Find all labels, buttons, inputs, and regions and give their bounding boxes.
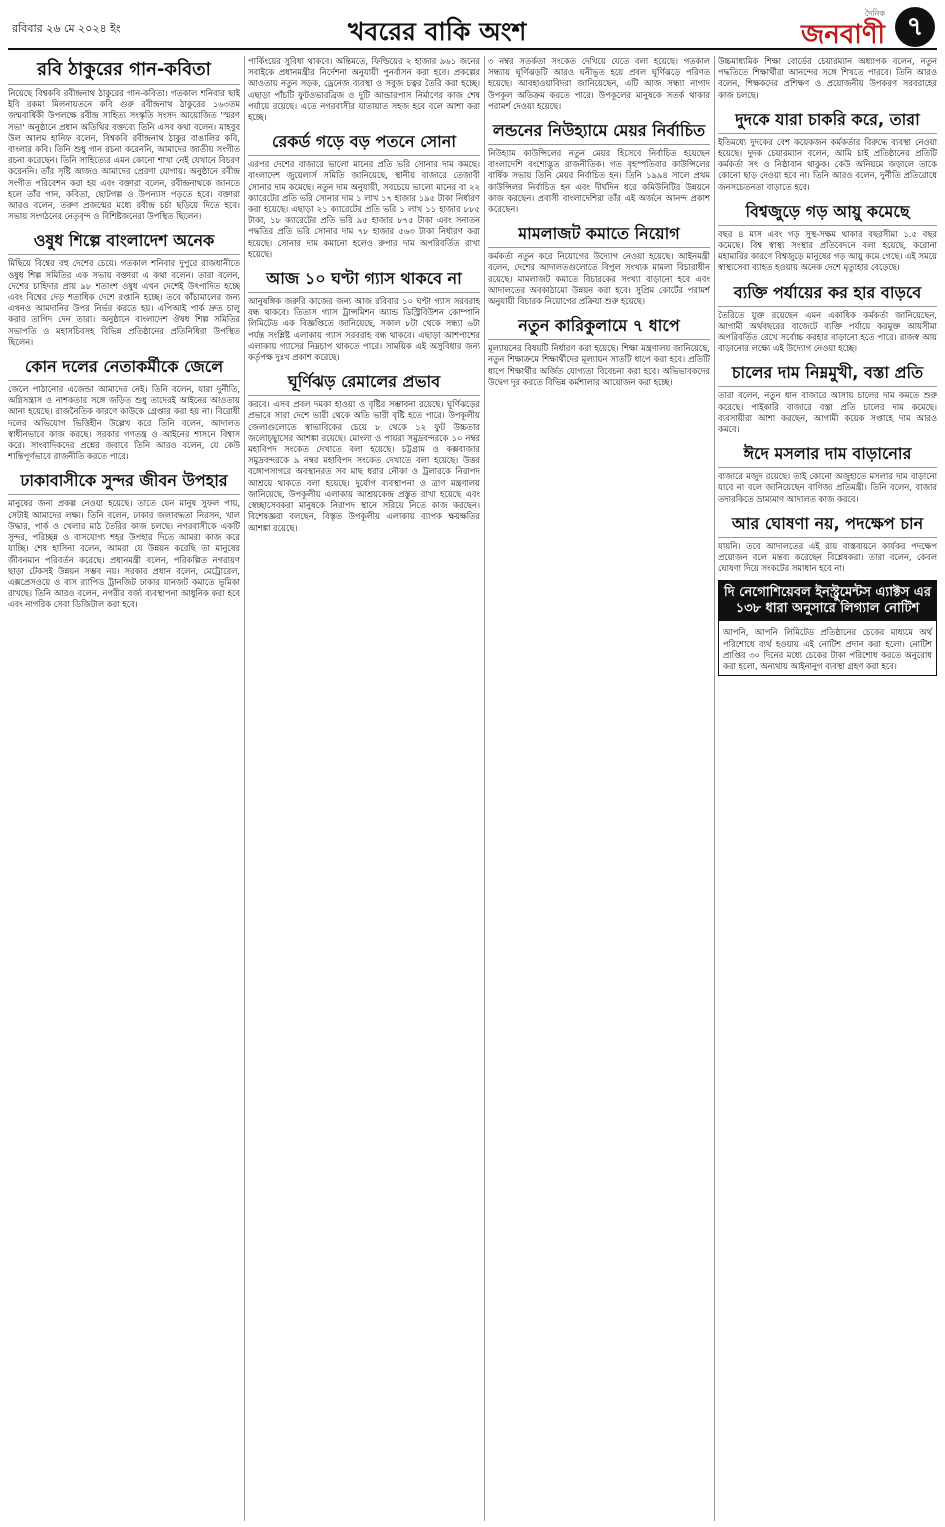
article-body: পার্কিংয়ের সুবিধা থাকবে। অন্তিমতে, ফিল্ডিয়ের ২ হাজার ৯৬১ জনের সবাইকে প্রধানমন্ত্রীর নির্দেশনা অনুযায়ী পুনর্বাসন করা হবে। প্রকল্পের আওতায় নতুন সড়ক, ড্রেনেজ ব্যবস্থা ও সবুজ চত্বর তৈরি করা হচ্ছে। এছাড়া পাঁচটি ফুটওভারব্রিজ ও দুটি আন্ডারপাস নির্মাণের কাজ শেষ পর্যায়ে রয়েছে। এতে নগরবাসীর যাতায়াত সহজ হবে বলে আশা করা হচ্ছে। bbox=[248, 56, 480, 123]
article-body: মিছিয়ে বিশ্বের বহু দেশের চেয়ে। গতকাল শনিবার দুপুরে রাজধানীতে ওষুধ শিল্প সমিতির এক সভায় বক্তারা এ কথা বলেন। তারা বলেন, দেশের চাহিদার প্রায় ৯৮ শতাংশ ওষুধ এখন দেশেই উৎপাদিত হচ্ছে এবং বিশ্বের দেড় শতাধিক দেশে রপ্তানি হচ্ছে। তবে কাঁচামালের জন্য এখনও আমদানির উপর নির্ভর করতে হয়। এপিআই পার্ক দ্রুত চালু করার তাগিদ দেন তারা। অনুষ্ঠানে বাংলাদেশ ঔষধ শিল্প সমিতির সভাপতি ও মহাসচিবসহ বিভিন্ন প্রতিষ্ঠানের প্রতিনিধিরা উপস্থিত ছিলেন। bbox=[8, 258, 240, 347]
article-headline: ঈদে মসলার দাম বাড়ানোর bbox=[718, 441, 937, 468]
article-headline: মামলাজট কমাতে নিয়োগ bbox=[488, 221, 710, 248]
brand-small-text: দৈনিক bbox=[864, 9, 885, 18]
article-body: তারা বলেন, নতুন ধান বাজারে আসায় চালের দাম কমতে শুরু করেছে। পাইকারি বাজারে বস্তা প্রতি চালের দাম কমেছে। ব্যবসায়ীরা আশা করছেন, আগামী কয়েক সপ্তাহে দাম আরও কমবে। bbox=[718, 390, 937, 435]
article-body: বাজারে মজুদ রয়েছে। তাই কোনো অজুহাতে মসলার দাম বাড়ানো যাবে না বলে জানিয়েছেন বাণিজ্য প্রতিমন্ত্রী। তিনি বলেন, বাজার তদারকিতে ভ্রাম্যমাণ আদালত কাজ করবে। bbox=[718, 471, 937, 504]
article-body: নিউহ্যাম কাউন্সিলের নতুন মেয়র হিসেবে নির্বাচিত হয়েছেন বাংলাদেশি বংশোদ্ভূত রাজনীতিক। গত বৃহস্পতিবার কাউন্সিলের বার্ষিক সভায় তিনি মেয়র নির্বাচিত হন। তিনি ১৯৯৪ সালে প্রথম কাউন্সিলর নির্বাচিত হন এবং দীর্ঘদিন ধরে কমিউনিটির উন্নয়নে কাজ করছেন। প্রবাসী বাংলাদেশিরা তাঁর এই অর্জনে আনন্দ প্রকাশ করেছেন। bbox=[488, 148, 710, 215]
news-article bbox=[718, 360, 937, 435]
news-article bbox=[488, 118, 710, 215]
article-headline: রেকর্ড গড়ে বড় পতনে সোনা bbox=[248, 129, 480, 156]
news-article bbox=[248, 369, 480, 533]
article-headline: বিশ্বজুড়ে গড় আয়ু কমেছে bbox=[718, 199, 937, 226]
article-headline: চালের দাম নিম্নমুখী, বস্তা প্রতি bbox=[718, 360, 937, 387]
article-headline: দুদকে যারা চাকরি করে, তারা bbox=[718, 107, 937, 134]
brand-logo bbox=[801, 8, 885, 49]
column-3 bbox=[488, 56, 710, 1521]
article-body: মানুষের জন্য প্রকল্প নেওয়া হয়েছে। তাতে যেন মানুষ সুফল পায়, সেটাই আমাদের লক্ষ্য। তিনি বলেন, ঢাকার জলাবদ্ধতা নিরসন, খাল উদ্ধার, পার্ক ও খেলার মাঠ তৈরির কাজ চলছে। নগরবাসীকে একটি সুন্দর, পরিচ্ছন্ন ও বাসযোগ্য শহর উপহার দিতে আমরা কাজ করে যাচ্ছি। শেষ হাসিনা বলেন, আমরা যে উন্নয়ন করেছি তা মানুষের জীবনমান পরিবর্তন করেছে। প্রধানমন্ত্রী বলেন, পরিকল্পিত নগরায়ণ ছাড়া টেকসই উন্নয়ন সম্ভব নয়। সরকার প্রধান বলেন, মেট্রোরেল, এক্সপ্রেসওয়ে ও বাস র‍্যাপিড ট্রানজিট ঢাকার যানজট কমাতে ভূমিকা রাখছে। তিনি আরও বলেন, নগরীর বর্জ্য ব্যবস্থাপনা আধুনিক করা হবে এবং নাগরিক সেবা ডিজিটাল করা হবে। bbox=[8, 498, 240, 610]
news-article bbox=[718, 511, 937, 575]
news-article bbox=[718, 199, 937, 274]
column-1 bbox=[8, 56, 240, 1521]
newspaper-page bbox=[8, 6, 937, 1521]
news-article bbox=[248, 56, 480, 123]
article-body: আনুষঙ্গিক জরুরি কাজের জন্য আজ রবিবার ১০ ঘণ্টা গ্যাস সরবরাহ বন্ধ থাকবে। তিতাস গ্যাস ট্রান্সমিশন অ্যান্ড ডিস্ট্রিবিউশন কোম্পানি লিমিটেড এক বিজ্ঞপ্তিতে জানিয়েছে, সকাল ৮টা থেকে সন্ধ্যা ৬টা পর্যন্ত সংশ্লিষ্ট এলাকায় গ্যাস সরবরাহ বন্ধ থাকবে। এছাড়া আশপাশের এলাকায় গ্যাসের নিম্নচাপ থাকতে পারে। সাময়িক এই অসুবিধার জন্য কর্তৃপক্ষ দুঃখ প্রকাশ করেছে। bbox=[248, 296, 480, 363]
article-headline: কোন দলের নেতাকর্মীকে জেলে bbox=[8, 354, 240, 381]
masthead bbox=[8, 6, 937, 50]
article-columns bbox=[8, 56, 937, 1521]
article-body: কর্মকর্তা নতুন করে নিয়োগের উদ্যোগ নেওয়া হয়েছে। আইনমন্ত্রী বলেন, দেশের আদালতগুলোতে বিপুল সংখ্যক মামলা বিচারাধীন রয়েছে। মামলাজট কমাতে বিচারকের সংখ্যা বাড়ানো হবে এবং আদালতের অবকাঠামো উন্নয়ন করা হবে। সুপ্রিম কোর্টের পরামর্শ অনুযায়ী বিচারক নিয়োগের প্রক্রিয়া শুরু হয়েছে। bbox=[488, 251, 710, 307]
news-article bbox=[718, 441, 937, 505]
column-2 bbox=[248, 56, 480, 1521]
news-article bbox=[248, 129, 480, 260]
news-article bbox=[718, 280, 937, 355]
article-headline: ব্যক্তি পর্যায়ের কর হার বাড়বে bbox=[718, 280, 937, 307]
section-title: খবরের বাকি অংশ bbox=[348, 17, 527, 46]
article-headline: ওষুধ শিল্পে বাংলাদেশ অনেক bbox=[8, 228, 240, 255]
article-body: ৩ নম্বর সতর্কতা সংকেত দেখিয়ে যেতে বলা হয়েছে। গতকাল সন্ধ্যায় ঘূর্ণিঝড়টি আরও ঘনীভূত হয়ে প্রবল ঘূর্ণিঝড়ে পরিণত হয়েছে। আবহাওয়াবিদরা জানিয়েছেন, এটি আজ সন্ধ্যা নাগাদ উপকূল অতিক্রম করতে পারে। উপকূলের মানুষকে সতর্ক থাকার পরামর্শ দেওয়া হয়েছে। bbox=[488, 56, 710, 111]
article-body: যায়নি। তবে আদালতের এই রায় বাস্তবায়নে কার্যকর পদক্ষেপ প্রয়োজন বলে মন্তব্য করেছেন বিশ্লেষকরা। তারা বলেন, কেবল ঘোষণা দিয়ে সংকটের সমাধান হবে না। bbox=[718, 540, 937, 574]
news-article bbox=[248, 266, 480, 363]
article-body: আপনি, আপনি লিমিটেড প্রতিষ্ঠানের চেকের মাধ্যমে অর্থ পরিশোধে ব্যর্থ হওয়ায় এই নোটিশ প্রদান করা হলো। নোটিশ প্রাপ্তির ৩০ দিনের মধ্যে চেকের টাকা পরিশোধ করতে অনুরোধ করা হলো, অন্যথায় আইনানুগ ব্যবস্থা গ্রহণ করা হবে। bbox=[723, 627, 932, 672]
article-headline: ঘূর্ণিঝড় রেমালের প্রভাব bbox=[248, 369, 480, 396]
legal-notice bbox=[718, 580, 937, 676]
news-article bbox=[8, 228, 240, 348]
article-body: এরপর দেশের বাজারে ভালো মানের প্রতি ভরি সোনার দাম কমছে। বাংলাদেশ জুয়েলার্স সমিতি জানিয়েছে, স্থানীয় বাজারে তেজাবী সোনার দাম কমেছে। নতুন দাম অনুযায়ী, সবচেয়ে ভালো মানের বা ২২ ক্যারেটের প্রতি ভরি সোনার দাম ১ লাখ ১৭ হাজার ১৯৫ টাকা নির্ধারণ করা হয়েছে। এছাড়া ২১ ক্যারেটের প্রতি ভরি ১ লাখ ১১ হাজার ৮৮৫ টাকা, ১৮ ক্যারেটের প্রতি ভরি ৯৫ হাজার ৮৭৫ টাকা এবং সনাতন পদ্ধতির প্রতি ভরি সোনার দাম ৭৮ হাজার ৫৬৩ টাকা নির্ধারণ করা হয়েছে। সোনার দাম কমানো হলেও রুপার দাম অপরিবর্তিত রাখা হয়েছে। bbox=[248, 159, 480, 259]
article-headline: দি নেগোশিয়েবল ইনস্ট্রুমেন্টস এ্যাক্টস এর ১৩৮ ধারা অনুসারে লিগ্যাল নোটিশ bbox=[719, 581, 936, 621]
article-body: বছর ৪ মাস এবং গড় সুস্থ-সক্ষম থাকার বছরসীমা ১.৫ বছর কমেছে। বিশ্ব স্বাস্থ্য সংস্থার প্রতিবেদনে বলা হয়েছে, করোনা মহামারির কারণে বিশ্বজুড়ে মানুষের গড় আয়ু কমে গেছে। এই সময়ে স্বাস্থ্যসেবা ব্যাহত হওয়ায় অনেক দেশে মৃত্যুহার বেড়েছে। bbox=[718, 228, 937, 273]
news-article bbox=[488, 313, 710, 388]
news-article bbox=[8, 468, 240, 610]
article-body: করবে। এসব প্রবল দমকা হাওয়া ও বৃষ্টির সম্ভাবনা রয়েছে। ঘূর্ণিঝড়ের প্রভাবে সারা দেশে ভারী থেকে অতি ভারী বৃষ্টি হতে পারে। উপকূলীয় জেলাগুলোতে স্বাভাবিকের চেয়ে ৮ থেকে ১২ ফুট উচ্চতার জলোচ্ছ্বাসের আশঙ্কা রয়েছে। মোংলা ও পায়রা সমুদ্রবন্দরকে ১০ নম্বর মহাবিপদ সংকেত দেখাতে বলা হয়েছে। চট্টগ্রাম ও কক্সবাজার সমুদ্রবন্দরকে ৯ নম্বর মহাবিপদ সংকেত দেখাতে বলা হয়েছে। উত্তর বঙ্গোপসাগরে অবস্থানরত সব মাছ ধরার নৌকা ও ট্রলারকে নিরাপদ আশ্রয়ে থাকতে বলা হয়েছে। দুর্যোগ ব্যবস্থাপনা ও ত্রাণ মন্ত্রণালয় জানিয়েছে, উপকূলীয় এলাকায় আশ্রয়কেন্দ্র প্রস্তুত রাখা হয়েছে এবং স্বেচ্ছাসেবকরা মানুষকে নিরাপদ স্থানে সরিয়ে নিতে কাজ করছেন। বিশেষজ্ঞরা বলছেন, বিস্তৃত উপকূলীয় এলাকায় ব্যাপক ক্ষয়ক্ষতির আশঙ্কা রয়েছে। bbox=[248, 399, 480, 533]
article-headline: আর ঘোষণা নয়, পদক্ষেপ চান bbox=[718, 511, 937, 538]
article-body: মূল্যায়নের বিষয়টি নির্ধারণ করা হয়েছে। শিক্ষা মন্ত্রণালয় জানিয়েছে, নতুন শিক্ষাক্রমে শিক্ষার্থীদের মূল্যায়ন সাতটি ধাপে করা হবে। প্রতিটি ধাপে শিক্ষার্থীর অর্জিত যোগ্যতা বিবেচনা করা হবে। অভিভাবকদের উদ্বেগ দূর করতে বিভিন্ন কর্মশালার আয়োজন করা হচ্ছে। bbox=[488, 343, 710, 387]
article-headline: ঢাকাবাসীকে সুন্দর জীবন উপহার bbox=[8, 468, 240, 495]
article-headline: আজ ১০ ঘণ্টা গ্যাস থাকবে না bbox=[248, 266, 480, 293]
article-body: নিয়েছে বিশ্বকবি রবীন্দ্রনাথ ঠাকুরের গান-কবিতা। গতকাল শনিবার ছাই ইবি রকমা মিলনায়তনে কবি গুরু রবীন্দ্রনাথ ঠাকুরের ১৬৩তম জন্মবার্ষিকী উপলক্ষে রবীন্দ্র সাহিত্য সংস্কৃতি সংসদ আয়োজিত 'স্মরণ সভা' অনুষ্ঠানে প্রধান অতিথির বক্তব্যে তিনি এসব কথা বলেন। মাহবুব উল আলম হানিফ বলেন, বিশ্বকবি রবীন্দ্রনাথ ঠাকুর বাঙালির কবি, বাংলার কবি। তিনি শুধু গান রচনা করেননি, আমাদের জাতীয় সংগীত রচনা করেছেন। তিনি সাহিত্যের এমন কোনো শাখা নেই যেখানে বিচরণ করেননি। তাঁর সৃষ্টি আজও আমাদের প্রেরণা যোগায়। অনুষ্ঠানে রবীন্দ্র সংগীত পরিবেশন করা হয় এবং বক্তারা বলেন, রবীন্দ্রনাথকে জানতে হলে তাঁর গান, কবিতা, ছোটগল্প ও উপন্যাস পড়তে হবে। বক্তারা আরও বলেন, তরুণ প্রজন্মের মধ্যে রবীন্দ্র চর্চা ছড়িয়ে দিতে হবে। সভায় সংগঠনের নেতৃবৃন্দ ও বিশিষ্টজনেরা উপস্থিত ছিলেন। bbox=[8, 88, 240, 222]
article-headline: রবি ঠাকুরের গান-কবিতা bbox=[8, 56, 240, 85]
news-article bbox=[8, 354, 240, 462]
article-body: ইতিমধ্যে দুদকের বেশ কয়েকজন কর্মকর্তার বিরুদ্ধে ব্যবস্থা নেওয়া হয়েছে। দুদক চেয়ারম্যান বলেন, আমি চাই প্রতিষ্ঠানের প্রতিটি কর্মকর্তা সৎ ও নিষ্ঠাবান থাকুক। কেউ অনিয়মে জড়ালে তাকে কোনো ছাড় দেওয়া হবে না। তিনি আরও বলেন, দুর্নীতি প্রতিরোধে জনসচেতনতা বাড়াতে হবে। bbox=[718, 136, 937, 192]
news-article bbox=[718, 56, 937, 101]
news-article bbox=[718, 107, 937, 193]
article-headline: লন্ডনের নিউহ্যামে মেয়র নির্বাচিত bbox=[488, 118, 710, 145]
column-4 bbox=[718, 56, 937, 1521]
news-article bbox=[8, 56, 240, 222]
article-body: জেলে পাঠানোর এজেন্ডা আমাদের নেই। তিনি বলেন, যারা দুর্নীতি, অগ্নিসন্ত্রাস ও নাশকতার সঙ্গে জড়িত শুধু তাদেরই আইনের আওতায় আনা হয়েছে। রাজনৈতিক কারণে কাউকে গ্রেপ্তার করা হয় না। বিরোধী দলের অভিযোগ ভিত্তিহীন উল্লেখ করে তিনি বলেন, আদালত স্বাধীনভাবে কাজ করছে। সরকার গণতন্ত্র ও আইনের শাসনে বিশ্বাস করে। সাংবাদিকদের প্রশ্নের জবাবে তিনি আরও বলেন, যে কেউ শান্তিপূর্ণভাবে রাজনীতি করতে পারে। bbox=[8, 384, 240, 462]
article-body: তৈরিতে যুক্ত রয়েছেন এমন একাধিক কর্মকর্তা জানিয়েছেন, আগামী অর্থবছরের বাজেটে ব্যক্তি পর্যায়ে করমুক্ত আয়সীমা অপরিবর্তিত রেখে সর্বোচ্চ করহার বাড়ানো হতে পারে। রাজস্ব আয় বাড়ানোর লক্ষ্যে এই উদ্যোগ নেওয়া হচ্ছে। bbox=[718, 309, 937, 354]
article-body: উচ্চমাধ্যমিক শিক্ষা বোর্ডের চেয়ারম্যান অধ্যাপক বলেন, নতুন পদ্ধতিতে শিক্ষার্থীরা আনন্দের সঙ্গে শিখতে পারবে। তিনি আরও বলেন, শিক্ষকদের প্রশিক্ষণ ও প্রয়োজনীয় উপকরণ সরবরাহের কাজ চলছে। bbox=[718, 56, 937, 100]
news-article bbox=[488, 56, 710, 112]
page-number-badge: ৭ bbox=[895, 7, 935, 47]
article-headline: নতুন কারিকুলামে ৭ ধাপে bbox=[488, 313, 710, 340]
issue-date: রবিবার ২৬ মে ২০২৪ ইং bbox=[12, 22, 121, 35]
news-article bbox=[488, 221, 710, 307]
brand-name: জনবাণী bbox=[801, 20, 885, 50]
